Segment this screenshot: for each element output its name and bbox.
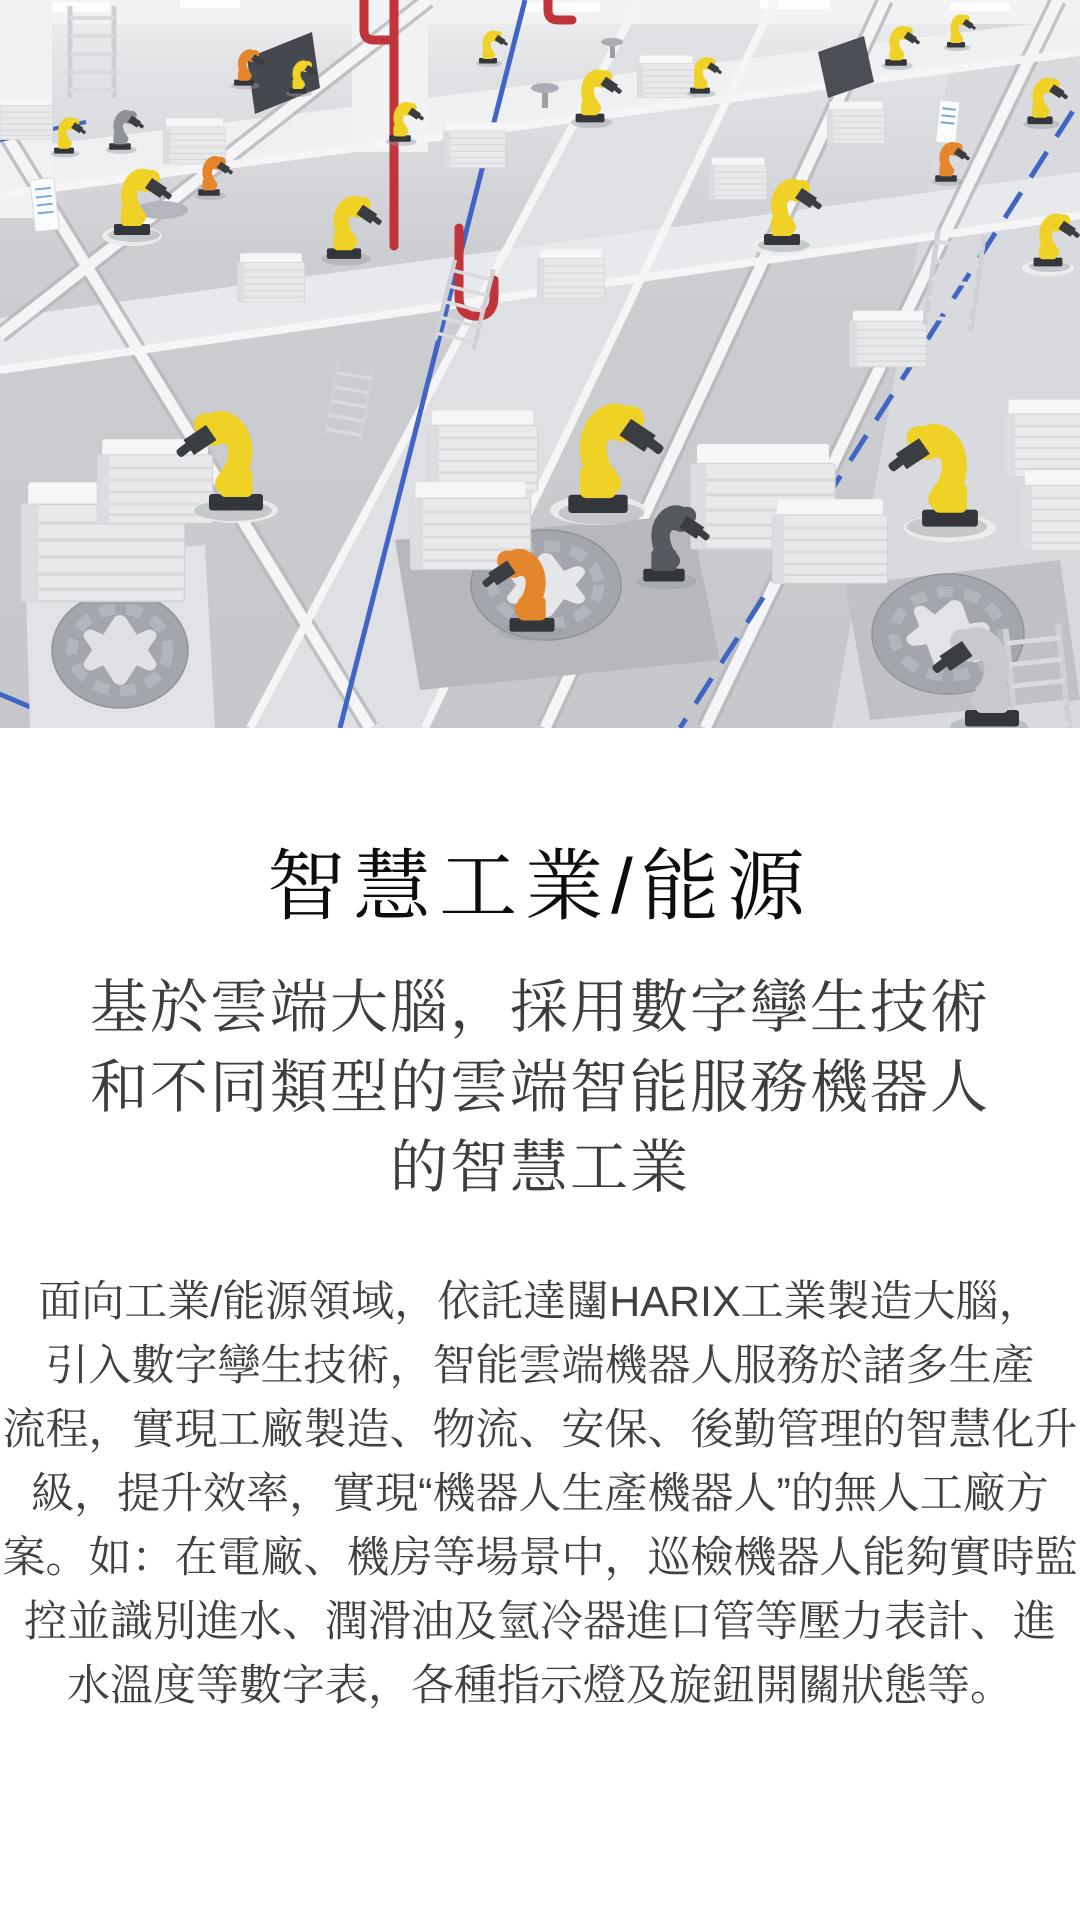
content-section	[0, 842, 1080, 1718]
hero-image	[0, 0, 1080, 728]
subtitle-line: 的智慧工業	[389, 1135, 690, 1200]
page-title: 智慧工業/能源	[267, 842, 813, 930]
body-line: 引入數字孿生技術，智能雲端機器人服務於諸多生產	[45, 1342, 1035, 1390]
factory-scene	[0, 0, 1080, 728]
body-line: 控並識別進水、潤滑油及氫冷器進口管等壓力表計、進	[24, 1598, 1056, 1646]
subtitle-line: 和不同類型的雲端智能服務機器人	[89, 1055, 990, 1120]
body-line: 案。如：在電廠、機房等場景中，巡檢機器人能夠實時監	[2, 1534, 1078, 1582]
body-line: 級，提升效率，實現“機器人生產機器人”的無人工廠方	[31, 1470, 1049, 1518]
page-subtitle	[0, 968, 1080, 1208]
body-paragraph	[0, 1270, 1080, 1718]
body-line: 流程，實現工廠製造、物流、安保、後勤管理的智慧化升	[2, 1406, 1078, 1454]
body-line: 面向工業/能源領域，依託達闥HARIX工業製造大腦，	[38, 1278, 1042, 1326]
body-line: 水溫度等數字表，各種指示燈及旋鈕開關狀態等。	[67, 1662, 1013, 1710]
subtitle-line: 基於雲端大腦，採用數字孿生技術	[89, 975, 990, 1040]
turntable-left	[52, 592, 188, 708]
